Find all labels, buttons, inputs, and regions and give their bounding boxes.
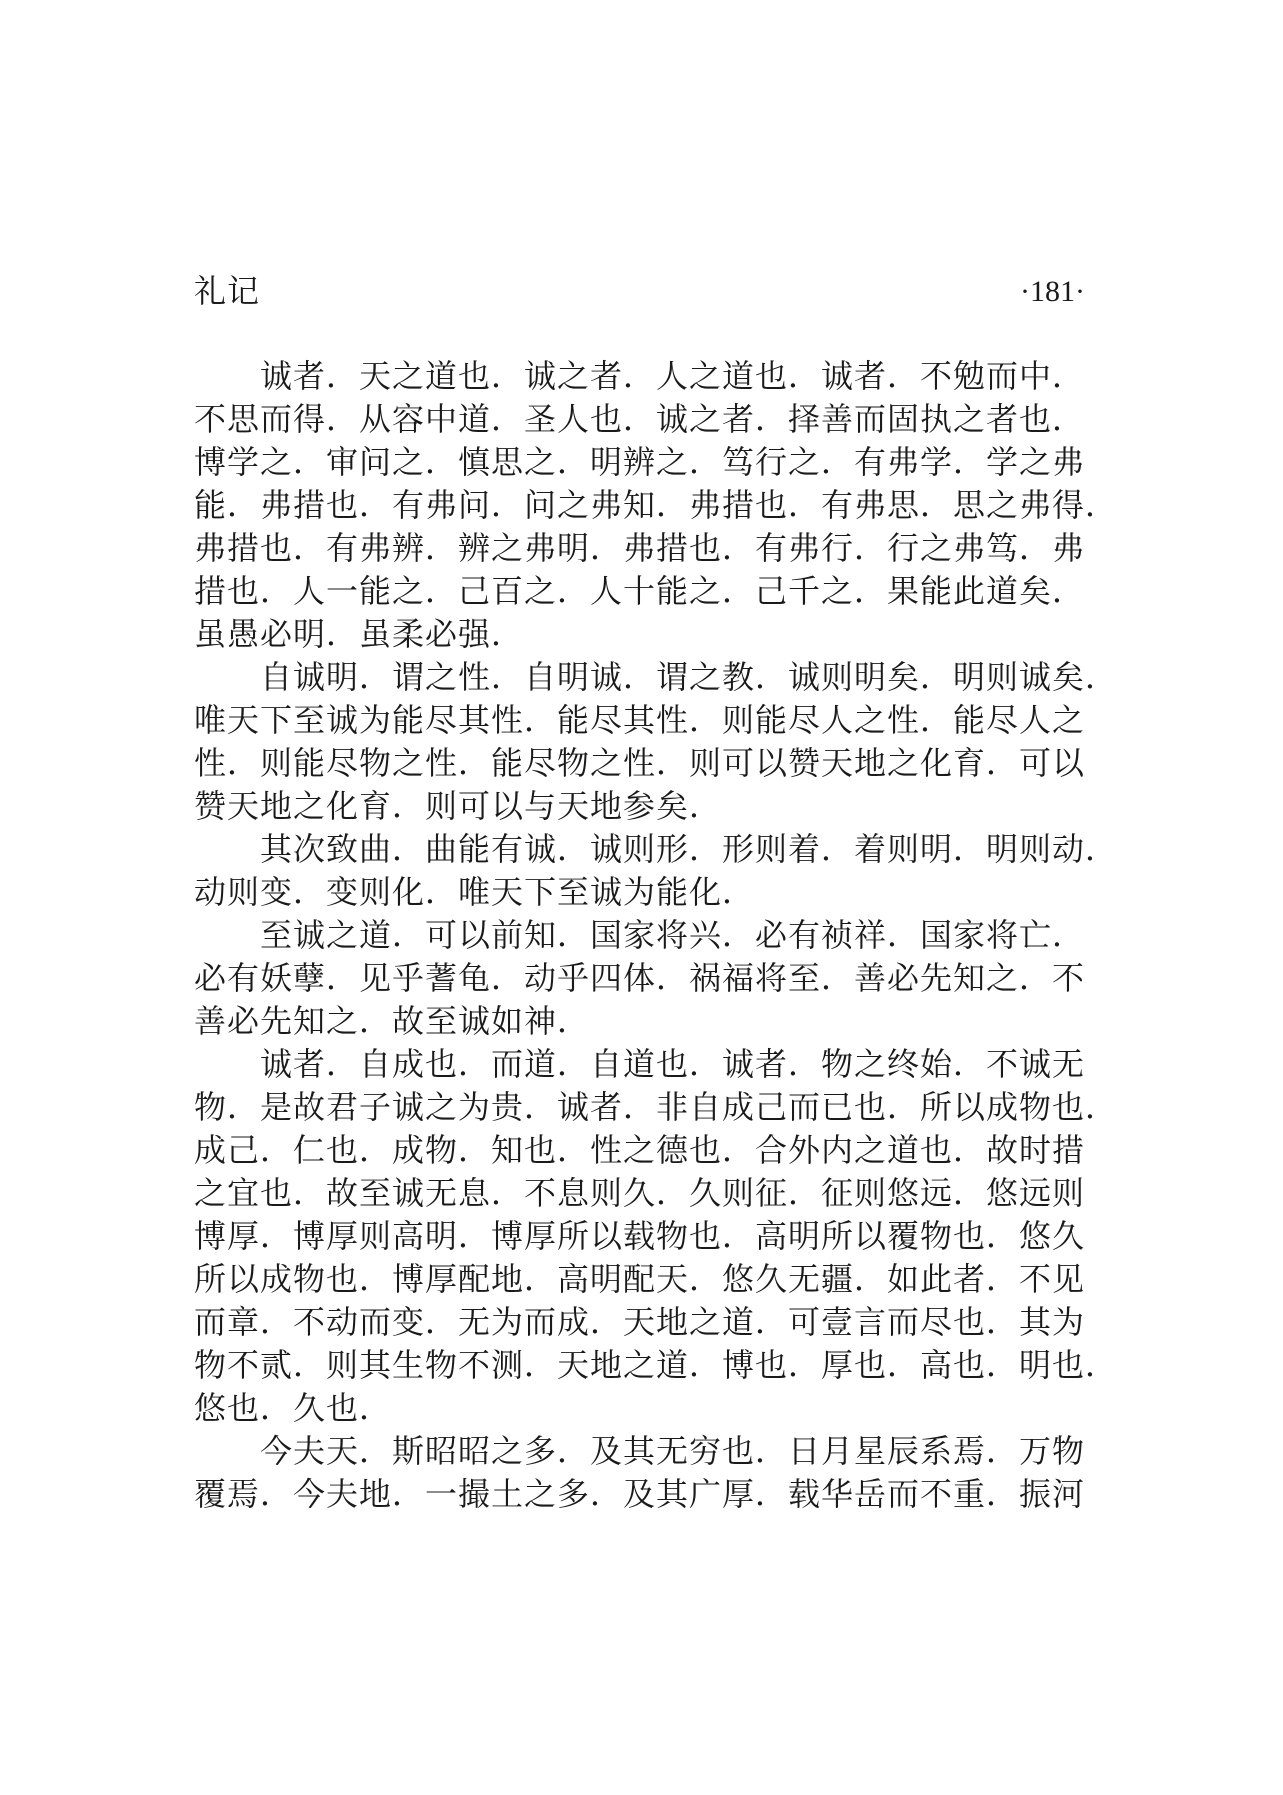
text-line: 善必先知之．故至诚如神． <box>194 1002 591 1040</box>
paragraph <box>194 1430 1085 1516</box>
text-line: 必有妖孽．见乎蓍龟．动乎四体．祸福将至．善必先知之．不 <box>194 959 1086 997</box>
text-line: 所以成物也．博厚配地．高明配天．悠久无疆．如此者．不见 <box>194 1260 1086 1298</box>
paragraph <box>194 1043 1119 1430</box>
text-line: 不思而得．从容中道．圣人也．诚之者．择善而固执之者也． <box>194 400 1086 438</box>
body-text <box>194 355 1119 1516</box>
text-line: 而章．不动而变．无为而成．天地之道．可壹言而尽也．其为 <box>194 1303 1086 1341</box>
text-line: 成己．仁也．成物．知也．性之德也．合外内之道也．故时措 <box>194 1131 1086 1169</box>
paragraph <box>194 914 1085 1043</box>
text-line: 博厚．博厚则高明．博厚所以载物也．高明所以覆物也．悠久 <box>194 1217 1086 1255</box>
text-line: 性．则能尽物之性．能尽物之性．则可以赞天地之化育．可以 <box>194 744 1086 782</box>
running-header <box>194 270 1085 313</box>
text-line: 弗措也．有弗辨．辨之弗明．弗措也．有弗行．行之弗笃．弗 <box>194 529 1086 567</box>
text-line: 博学之．审问之．慎思之．明辨之．笃行之．有弗学．学之弗 <box>194 443 1086 481</box>
text-line: 动则变．变则化．唯天下至诚为能化． <box>194 873 756 911</box>
text-line: 诚者．自成也．而道．自道也．诚者．物之终始．不诚无 <box>260 1045 1086 1083</box>
text-line: 悠也．久也． <box>194 1389 393 1427</box>
text-line: 物不贰．则其生物不测．天地之道．博也．厚也．高也．明也． <box>194 1346 1119 1384</box>
text-line: 措也．人一能之．己百之．人十能之．己千之．果能此道矣． <box>194 572 1086 610</box>
book-title: 礼记 <box>194 272 261 310</box>
text-line: 今夫天．斯昭昭之多．及其无穷也．日月星辰系焉．万物 <box>260 1432 1086 1470</box>
text-line: 覆焉．今夫地．一撮土之多．及其广厚．载华岳而不重．振河 <box>194 1475 1086 1513</box>
text-line: 诚者．天之道也．诚之者．人之道也．诚者．不勉而中． <box>260 357 1086 395</box>
paragraph <box>194 828 1119 914</box>
text-line: 能．弗措也．有弗问．问之弗知．弗措也．有弗思．思之弗得． <box>194 486 1119 524</box>
page-number: ·181· <box>1020 275 1085 308</box>
paragraph <box>194 355 1119 656</box>
text-line: 唯天下至诚为能尽其性．能尽其性．则能尽人之性．能尽人之 <box>194 701 1086 739</box>
text-line: 赞天地之化育．则可以与天地参矣． <box>194 787 723 825</box>
paragraph <box>194 656 1119 828</box>
text-line: 至诚之道．可以前知．国家将兴．必有祯祥．国家将亡． <box>260 916 1086 954</box>
text-line: 之宜也．故至诚无息．不息则久．久则征．征则悠远．悠远则 <box>194 1174 1086 1212</box>
text-line: 物．是故君子诚之为贵．诚者．非自成己而已也．所以成物也． <box>194 1088 1119 1126</box>
text-line: 虽愚必明．虽柔必强． <box>194 615 525 653</box>
text-line: 自诚明．谓之性．自明诚．谓之教．诚则明矣．明则诚矣． <box>260 658 1119 696</box>
text-line: 其次致曲．曲能有诚．诚则形．形则着．着则明．明则动． <box>260 830 1119 868</box>
